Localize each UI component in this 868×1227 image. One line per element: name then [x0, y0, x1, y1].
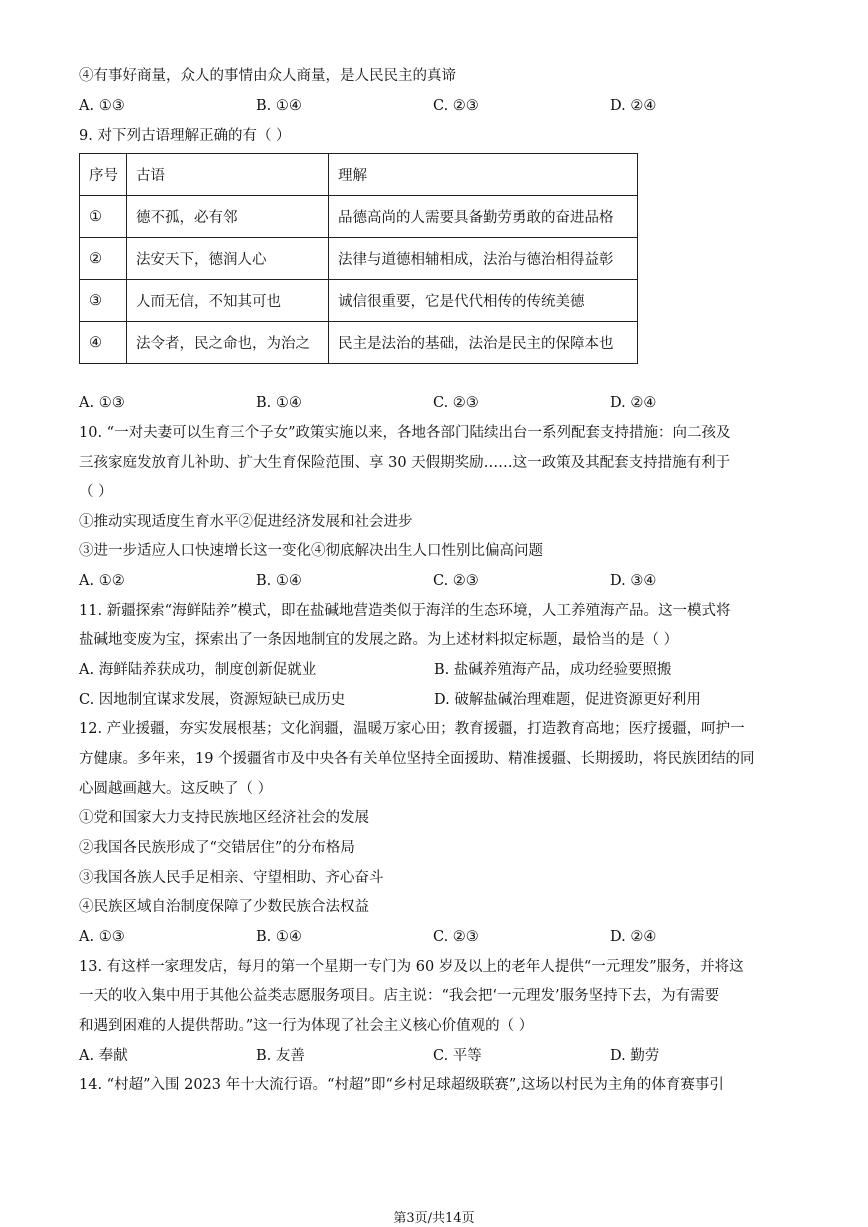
row-saying: 德不孤，必有邻	[127, 196, 329, 238]
q9-stem: 9. 对下列古语理解正确的有（ ）	[79, 128, 291, 144]
row-understanding: 诚信很重要，它是代代相传的传统美德	[329, 280, 638, 322]
q13-stem-line-2: 一天的收入集中用于其他公益类志愿服务项目。店主说：“我会把‘一元理发’服务坚持下去，为有需要	[79, 988, 720, 1004]
q11-option-c: C. 因地制宜谋求发展，资源短缺已成历史	[79, 692, 346, 708]
q13-option-a: A. 奉献	[79, 1048, 128, 1064]
q10-option-d: D. ③④	[610, 573, 657, 589]
row-saying: 法安天下，德润人心	[127, 238, 329, 280]
row-understanding: 品德高尚的人需要具备勤劳勇敢的奋进品格	[329, 196, 638, 238]
row-index: ①	[80, 196, 127, 238]
header-index: 序号	[80, 154, 127, 196]
header-understanding: 理解	[329, 154, 638, 196]
q13-option-c: C. 平等	[433, 1048, 482, 1064]
q9-option-c: C. ②③	[433, 395, 479, 411]
q12-statement-2: ②我国各民族形成了“交错居住”的分布格局	[79, 840, 355, 856]
q11-stem-line-2: 盐碱地变废为宝，探索出了一条因地制宜的发展之路。为上述材料拟定标题，最恰当的是（ ）	[79, 632, 679, 648]
q12-stem-line-2: 方健康。多年来，19 个援疆省市及中央各有关单位坚持全面援助、精准援疆、长期援助，将民族团结的同	[79, 751, 755, 767]
table-row	[80, 196, 638, 238]
q13-option-d: D. 勤劳	[610, 1048, 660, 1064]
table-header-row	[80, 154, 638, 196]
q13-stem-line-1: 13. 有这样一家理发店，每月的第一个星期一专门为 60 岁及以上的老年人提供“一元理发”服务，并将这	[79, 959, 744, 975]
row-saying: 法令者，民之命也，为治之	[127, 322, 329, 364]
q10-stem-line-1: 10. “一对夫妻可以生育三个子女”政策实施以来，各地各部门陆续出台一系列配套支持措施：向二孩及	[79, 425, 731, 441]
q12-stem-line-3: 心圆越画越大。这反映了（ ）	[79, 781, 273, 797]
q8-option-c: C. ②③	[433, 98, 479, 114]
q9-option-a: A. ①③	[79, 395, 125, 411]
q10-option-b: B. ①④	[256, 573, 302, 589]
q10-statements-3-4: ③进一步适应人口快速增长这一变化④彻底解决出生人口性别比偏高问题	[79, 543, 543, 559]
q13-option-b: B. 友善	[256, 1048, 305, 1064]
q8-option-a: A. ①③	[79, 98, 125, 114]
row-index: ②	[80, 238, 127, 280]
row-index: ③	[80, 280, 127, 322]
q8-option-b: B. ①④	[256, 98, 302, 114]
q14-stem-line-1: 14. “村超”入围 2023 年十大流行语。“村超”即“乡村足球超级联赛”,这场以村民为主角的体育赛事引	[79, 1077, 724, 1093]
q12-stem-line-1: 12. 产业援疆，夯实发展根基；文化润疆，温暖万家心田；教育援疆，打造教育高地；医疗援疆，呵护一	[79, 721, 745, 737]
table-row	[80, 238, 638, 280]
q11-option-a: A. 海鲜陆养获成功，制度创新促就业	[79, 662, 317, 678]
header-saying: 古语	[127, 154, 329, 196]
q12-statement-1: ①党和国家大力支持民族地区经济社会的发展	[79, 810, 369, 826]
q10-stem-line-2: 三孩家庭发放育儿补助、扩大生育保险范围、享 30 天假期奖励……这一政策及其配套支持措施有利于	[79, 455, 731, 471]
row-saying: 人而无信，不知其可也	[127, 280, 329, 322]
q12-option-d: D. ②④	[610, 929, 657, 945]
q12-statement-4: ④民族区域自治制度保障了少数民族合法权益	[79, 899, 369, 915]
page-number-footer: 第3页/共14页	[393, 1211, 475, 1226]
q11-stem-line-1: 11. 新疆探索“海鲜陆养”模式，即在盐碱地营造类似于海洋的生态环境，人工养殖海产品。这一模式将	[79, 603, 731, 619]
table-row	[80, 322, 638, 364]
q10-option-c: C. ②③	[433, 573, 479, 589]
q11-option-d: D. 破解盐碱治理难题，促进资源更好利用	[434, 692, 701, 708]
q8-statement-4: ④有事好商量，众人的事情由众人商量，是人民民主的真谛	[79, 68, 456, 84]
q12-option-a: A. ①③	[79, 929, 125, 945]
row-understanding: 法律与道德相辅相成，法治与德治相得益彰	[329, 238, 638, 280]
row-index: ④	[80, 322, 127, 364]
q9-option-d: D. ②④	[610, 395, 657, 411]
q10-statements-1-2: ①推动实现适度生育水平②促进经济发展和社会进步	[79, 514, 413, 530]
q10-option-a: A. ①②	[79, 573, 125, 589]
q10-stem-line-3: （ ）	[79, 484, 113, 500]
q8-option-d: D. ②④	[610, 98, 657, 114]
q13-stem-line-3: 和遇到困难的人提供帮助。”这一行为体现了社会主义核心价值观的（ ）	[79, 1018, 534, 1034]
q12-option-b: B. ①④	[256, 929, 302, 945]
row-understanding: 民主是法治的基础，法治是民主的保障本也	[329, 322, 638, 364]
q12-option-c: C. ②③	[433, 929, 479, 945]
table-row	[80, 280, 638, 322]
q12-statement-3: ③我国各族人民手足相亲、守望相助、齐心奋斗	[79, 870, 384, 886]
q11-option-b: B. 盐碱养殖海产品，成功经验要照搬	[434, 662, 672, 678]
q9-table	[79, 153, 638, 364]
q9-option-b: B. ①④	[256, 395, 302, 411]
